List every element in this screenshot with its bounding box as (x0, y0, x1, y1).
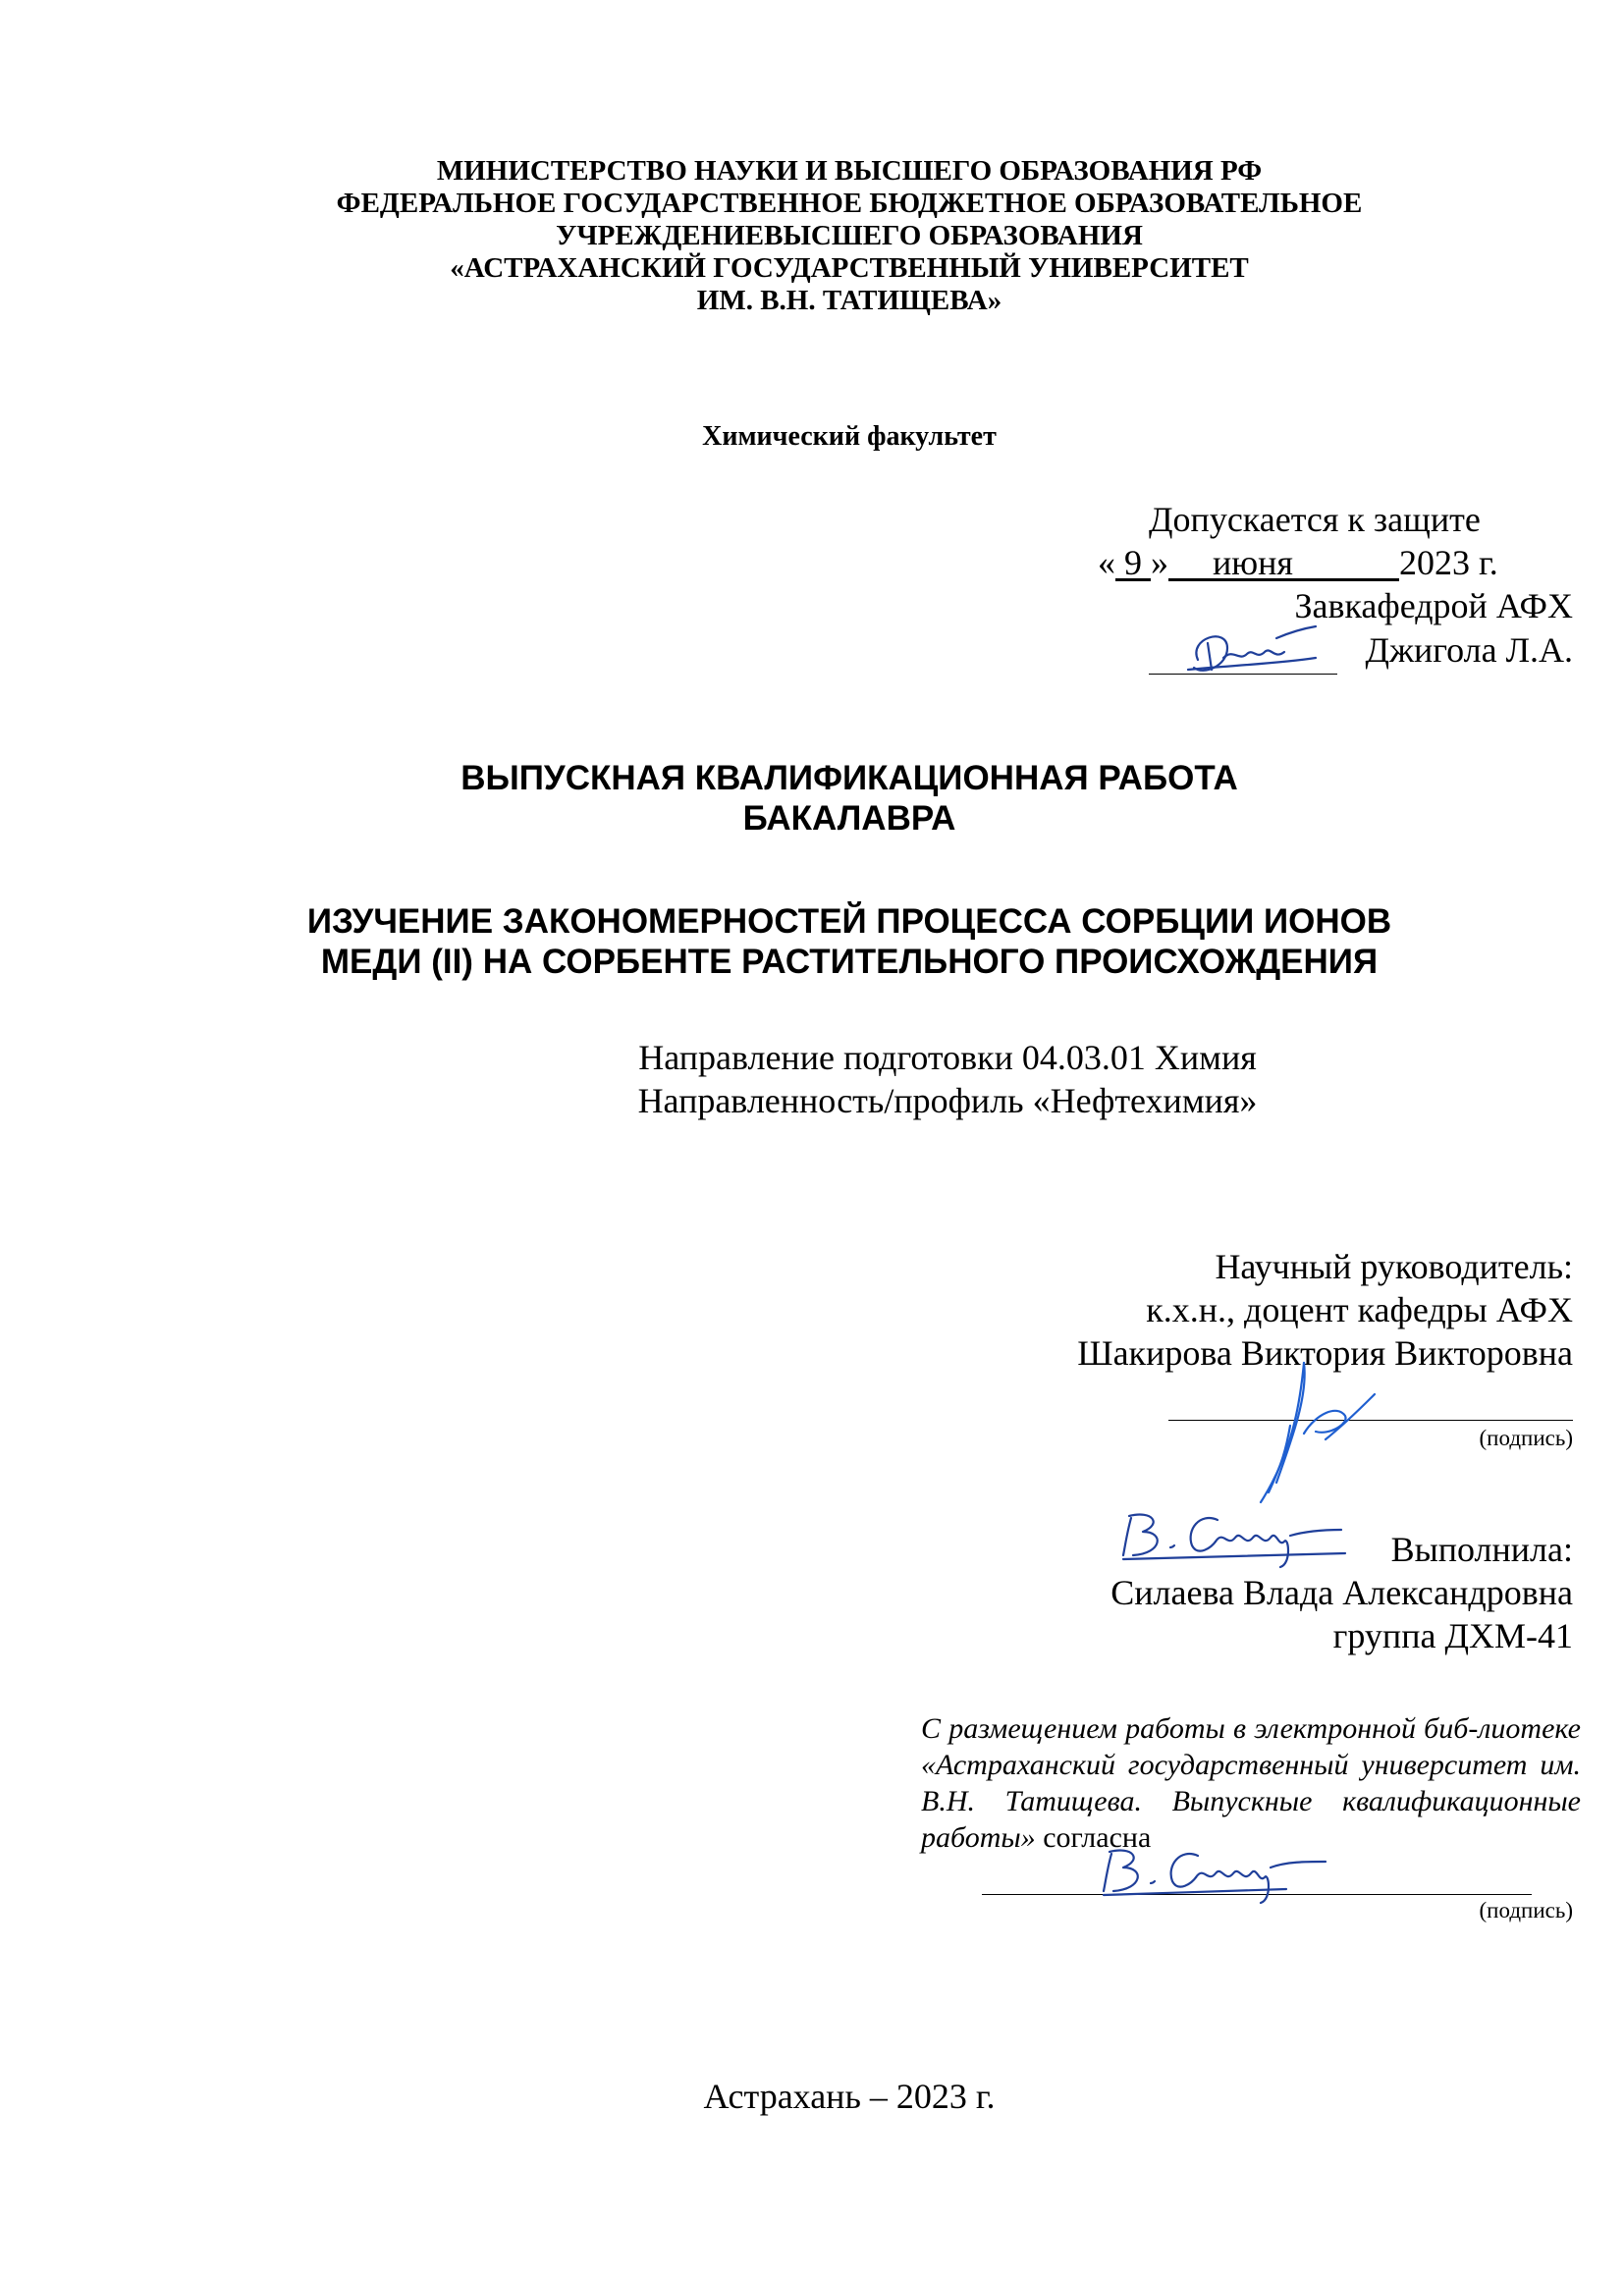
header-line: МИНИСТЕРСТВО НАУКИ И ВЫСШЕГО ОБРАЗОВАНИЯ РФ (436, 155, 1263, 187)
supervisor-name: Шакирова Виктория Викторовна (1077, 1333, 1573, 1373)
student-signature-image (1110, 1502, 1355, 1571)
topic-line: МЕДИ (II) НА СОРБЕНТЕ РАСТИТЕЛЬНОГО ПРОИСХОЖДЕНИЯ (320, 943, 1379, 981)
approval-date (1098, 542, 1498, 583)
thesis-topic (147, 901, 1551, 982)
consent-text: С размещением работы в электронной биб-лиотеке «Астраханский государственный университет им. В.Н. Татищева. Выпускные квалификационные работы» (921, 1712, 1581, 1854)
supervisor-degree: к.х.н., доцент кафедры АФХ (1146, 1290, 1573, 1329)
admitted-label: Допускается к защите (1149, 500, 1481, 539)
consent-agreed: согласна (1035, 1821, 1152, 1854)
date-quote-open: « (1098, 543, 1115, 582)
header-line: ИМ. В.Н. ТАТИЩЕВА» (696, 285, 1002, 316)
study-direction (393, 1036, 1502, 1122)
head-signature-image (1168, 619, 1326, 687)
institution-header (196, 155, 1502, 317)
city-year: Астрахань – 2023 г. (703, 2077, 996, 2116)
consent-signature-image (1090, 1838, 1335, 1907)
head-name: Джигола Л.А. (1365, 630, 1573, 670)
supervisor-signature-image (1247, 1345, 1384, 1512)
head-position: Завкафедрой АФХ (1294, 586, 1573, 625)
student-group: группа ДХМ-41 (1332, 1616, 1573, 1655)
date-day: 9 (1124, 543, 1142, 582)
consent-signature-caption: (подпись) (1479, 1898, 1573, 1922)
supervisor-signature-caption: (подпись) (1479, 1426, 1573, 1450)
title-line: ВЫПУСКНАЯ КВАЛИФИКАЦИОННАЯ РАБОТА (460, 759, 1238, 797)
title-line: БАКАЛАВРА (742, 799, 956, 838)
header-line: ФЕДЕРАЛЬНОЕ ГОСУДАРСТВЕННОЕ БЮДЖЕТНОЕ ОБРАЗОВАТЕЛЬНОЕ (336, 188, 1363, 219)
profile-line: Направленность/профиль «Нефтехимия» (637, 1081, 1258, 1120)
work-type-title (177, 758, 1522, 839)
library-consent (921, 1710, 1581, 1856)
header-line: УЧРЕЖДЕНИЕВЫСШЕГО ОБРАЗОВАНИЯ (556, 220, 1143, 251)
date-month: июня (1213, 543, 1293, 582)
date-quote-close: » (1151, 543, 1168, 582)
faculty-name: Химический факультет (702, 421, 997, 452)
date-year: 2023 г. (1398, 543, 1498, 582)
direction-line: Направление подготовки 04.03.01 Химия (638, 1038, 1257, 1077)
topic-line: ИЗУЧЕНИЕ ЗАКОНОМЕРНОСТЕЙ ПРОЦЕССА СОРБЦИИ ИОНОВ (306, 902, 1392, 941)
student-label: Выполнила: (1390, 1530, 1573, 1569)
header-line: «АСТРАХАНСКИЙ ГОСУДАРСТВЕННЫЙ УНИВЕРСИТЕТ (450, 252, 1249, 284)
supervisor-label: Научный руководитель: (1215, 1247, 1573, 1286)
student-name: Силаева Влада Александровна (1110, 1573, 1573, 1612)
